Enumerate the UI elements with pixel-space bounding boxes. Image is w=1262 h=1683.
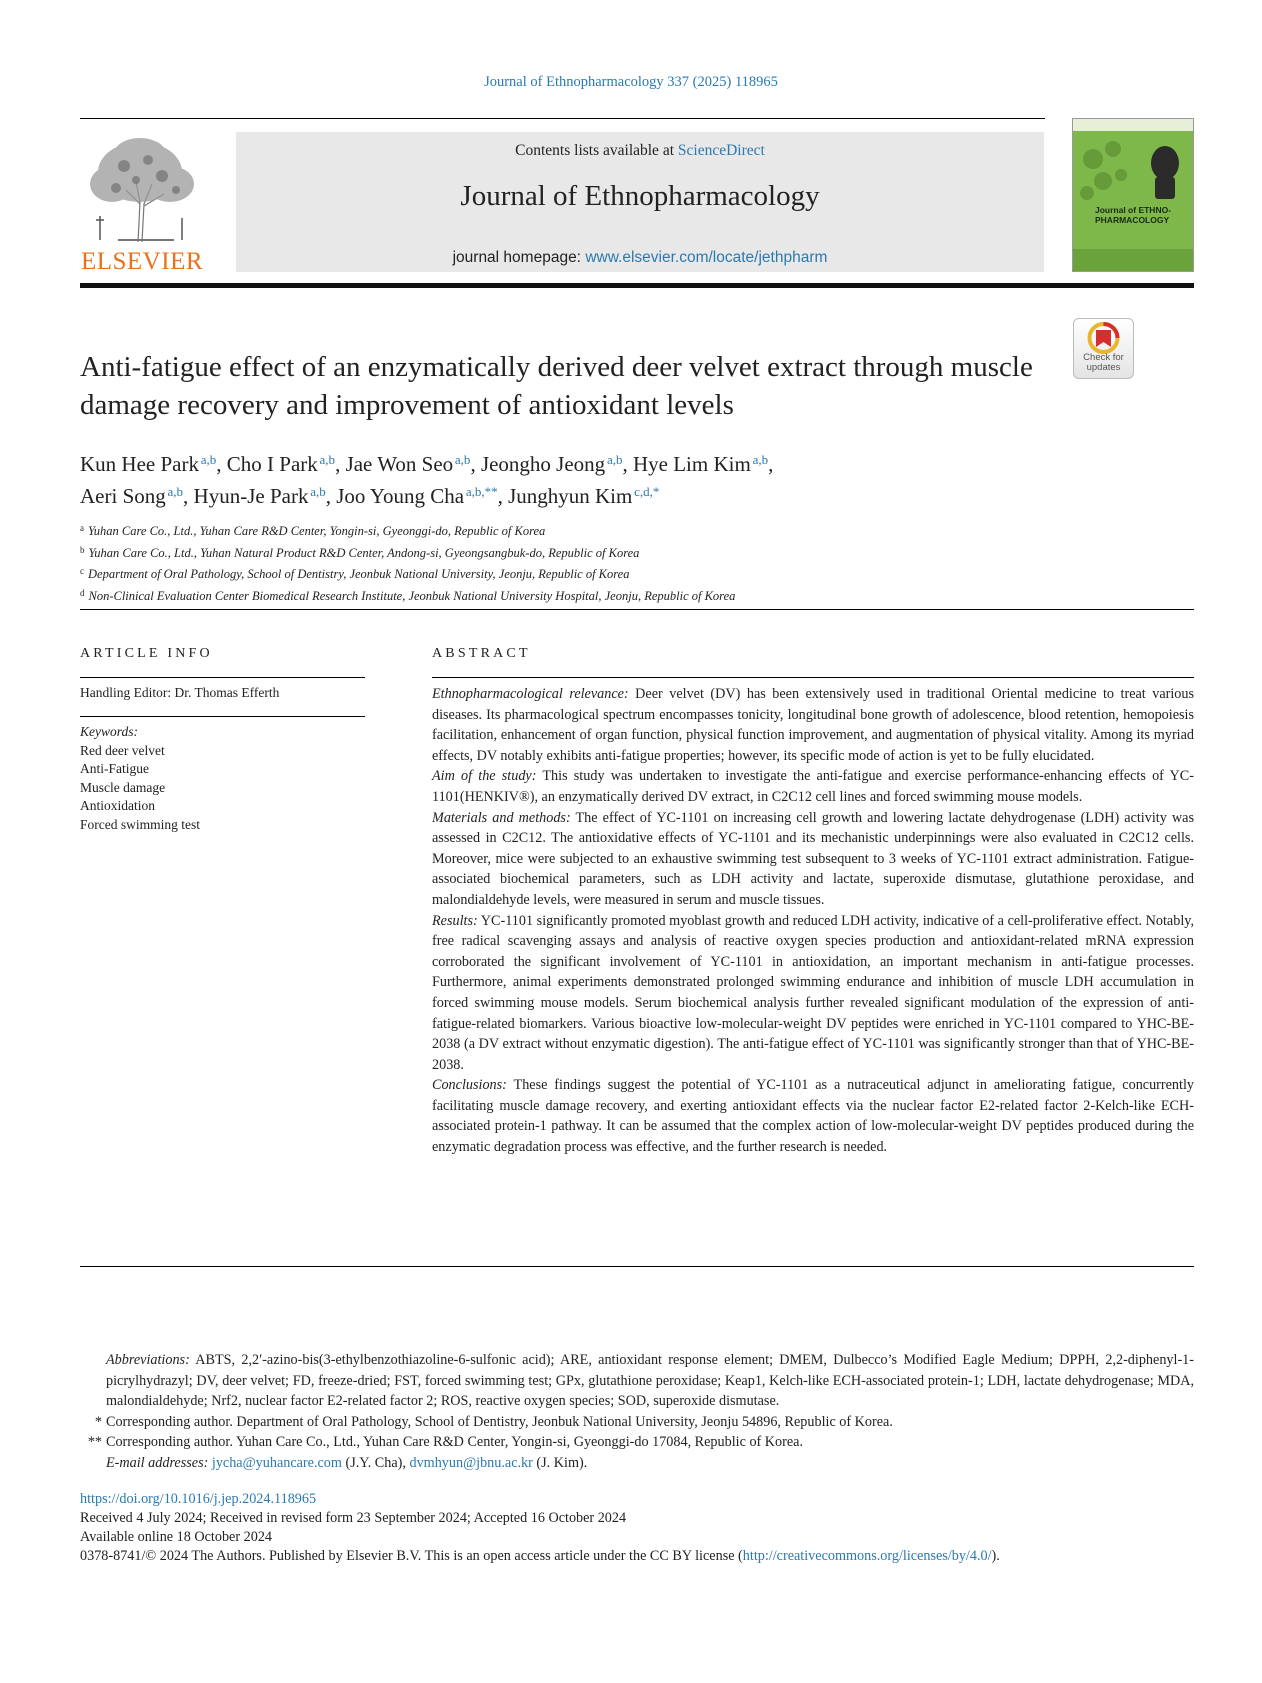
email-label: E-mail addresses: [106,1454,209,1471]
contents-prefix: Contents lists available at [515,142,678,159]
email-owner: (J. Kim). [532,1454,588,1471]
keyword-item: Muscle damage [80,779,166,795]
available-online: Available online 18 October 2024 [80,1529,273,1545]
license-link[interactable]: http://creativecommons.org/licenses/by/4.0/ [742,1548,992,1564]
abstract-section [432,684,1194,766]
abstract-section-label: Conclusions: [432,1077,507,1094]
affiliation-item [80,584,1190,606]
abstract-rule [432,677,1194,678]
author-affiliation-marks[interactable]: a,b [310,484,326,499]
affiliation-item [80,562,1190,584]
journal-cover[interactable] [1072,118,1194,272]
abstract-end-rule [80,1266,1194,1267]
keyword-item: Red deer velvet [80,742,165,758]
received-dates: Received 4 July 2024; Received in revised form 23 September 2024; Accepted 16 October 2024 [80,1510,627,1526]
homepage-prefix: journal homepage: [452,249,586,266]
affiliation-rule [80,609,1194,610]
affiliation-key: c [80,566,84,576]
affiliation-key: b [80,544,85,555]
license-line [80,1547,1194,1566]
header-rule [80,118,1045,119]
author-name[interactable]: Joo Young Cha [336,484,465,508]
footnote-mark: * [94,1413,102,1430]
sciencedirect-link[interactable]: ScienceDirect [677,142,765,159]
check-updates-icon [1074,321,1133,355]
author-affiliation-marks[interactable]: a,b,** [465,484,498,499]
journal-banner [236,132,1044,272]
keyword-list [80,723,200,834]
author-affiliation-marks[interactable]: a,b [167,484,184,499]
footnote-mark: ** [87,1434,102,1451]
abstract-section-text: The effect of YC-1101 on increasing cell growth and lowering lactate dehydrogenase (LDH) activity was assessed in C2C12. The antioxidative effects of YC-1101 and its mechanistic underpinnings were also evaluated in C2C12 cells. Moreover, mice were subjected to an exhaustive swimming test subsequent to 3 weeks of YC-1101 extract administration. Fatigue-associated biochemical parameters, such as LDH activity and lactate, superoxide dismutase, glutathione peroxidase, and malondialdehyde levels, were measured in serum and muscle tissues. [432,809,1194,908]
author-list: Kun Hee Park $^{a,b}$, Cho I Park $^{a,b}$, Jae Won Seo $^{a,b}$, Jeongho Jeong $^{a,b}$, Hye Lim Kim $^{a,b}$, Aeri Song $^{a,b}$, Hyun-Je Park $^{a,b}$, Joo Young Cha $^{a,b,**}$, Junghyun Kim $^{c,d,*}$ [80,452,774,508]
author-affiliation-marks[interactable]: a,b [606,452,623,467]
corresponding-author-footnote-2 [80,1432,1194,1453]
email-footnote [80,1453,1194,1474]
author-name[interactable]: Jae Won Seo [345,452,454,476]
footnotes [80,1350,1194,1474]
abstract-body [432,684,1194,1158]
abstract-section [432,1075,1194,1157]
abstract-section [432,808,1194,911]
keywords-label: Keywords: [80,724,138,739]
affiliation-text: Yuhan Care Co., Ltd., Yuhan Natural Product R&D Center, Andong-si, Gyeongsangbuk-do, Republic of Korea [88,545,640,560]
abstract-heading: ABSTRACT [432,646,531,661]
license-prefix: 0378-8741/© 2024 The Authors. Published by Elsevier B.V. This is an open access article under the CC BY license ( [80,1548,743,1564]
check-updates-label [1074,353,1133,373]
journal-citation: Journal of Ethnopharmacology 337 (2025) 118965 [484,74,778,90]
abstract-section-label: Materials and methods: [432,809,571,826]
abbreviations-footnote [80,1350,1194,1412]
abbreviations-text: ABTS, 2,2′-azino-bis(3-ethylbenzothiazoline-6-sulfonic acid); ARE, antioxidant response element; DMEM, Dulbecco’s Modified Eagle Medium; DPPH, 2,2-diphenyl-1-picrylhydrazyl; DV, deer velvet; FD, freeze-dried; FST, forced swimming test; GPx, glutathione peroxidase; Keap1, Kelch-like ECH-associated protein-1; LDH, lactate dehydrogenase; MDA, malondialdehyde; Nrf2, nuclear factor E2-related factor 2; ROS, reactive oxygen species; SOD, superoxide dismutase. [106,1352,1194,1410]
abstract-section-text: YC-1101 significantly promoted myoblast growth and reduced LDH activity, indicative of a cell-proliferative effect. Notably, free radical scavenging assays and analysis of reactive oxygen species production and antioxidant-related mRNA expression corroborated the significant involvement of YC-1101 in antioxidation, an important mechanism in anti-fatigue processes. Furthermore, animal experiments demonstrated prolonged swimming endurance and inhibition of muscle LDH accumulation in forced swimming mouse models. Serum biochemical analysis further revealed significant modulation of the expression of anti-fatigue-related biomarkers. Various bioactive low-molecular-weight DV peptides were enriched in YC-1101 compared to YHC-BE-2038 (a DV extract without enzymatic digestion). The anti-fatigue effect of YC-1101 was significantly stronger than that of YHC-BE-2038. [432,912,1194,1073]
author-name[interactable]: Jeongho Jeong [480,452,606,476]
keyword-item: Forced swimming test [80,816,200,832]
corresponding-author-text: Corresponding author. Yuhan Care Co., Ltd., Yuhan Care R&D Center, Yongin-si, Gyeonggi-do 17084, Republic of Korea. [106,1434,804,1451]
author-name[interactable]: Hye Lim Kim [632,452,751,476]
author-affiliation-marks[interactable]: a,b [454,452,471,467]
abstract-section-label: Ethnopharmacological relevance: [432,686,629,702]
keyword-item: Anti-Fatigue [80,761,149,776]
elsevier-wordmark: ELSEVIER [80,248,204,275]
author-name[interactable]: Hyun-Je Park [193,484,309,508]
affiliation-list [80,519,1190,605]
author-affiliation-marks[interactable]: a,b [319,452,336,467]
article-title: Anti-fatigue effect of an enzymatically derived deer velvet extract through muscle damage recovery and improvement of antioxidant levels [80,351,1033,421]
abstract-section-label: Results: [432,912,478,929]
homepage-link[interactable]: www.elsevier.com/locate/jethpharm [585,249,828,266]
cover-title: Journal of ETHNO-PHARMACOLOGY [1095,205,1172,225]
abstract-section-text: Deer velvet (DV) has been extensively used in traditional Oriental medicine to treat various diseases. Its pharmacological spectrum encompasses tonicity, longitudinal bone growth of adolescence, blood retention, hemopoiesis facilitation, enhancement of organ function, physical function improvement, and augmentation of physical vitality. Among its myriad effects, DV notably exhibits anti-fatigue properties; however, its specific mode of action is yet to be fully elucidated. [432,686,1194,764]
homepage-line [236,249,1044,267]
header-thick-rule [80,283,1194,288]
author-name[interactable]: Aeri Song [80,484,166,508]
journal-name: Journal of Ethnopharmacology [460,180,820,212]
doi-link[interactable]: https://doi.org/10.1016/j.jep.2024.118965 [80,1491,317,1507]
author-affiliation-marks[interactable]: a,b [752,452,769,467]
abstract-section-label: Aim of the study: [432,768,537,785]
license-suffix: ). [991,1548,1000,1564]
abstract-section-text: This study was undertaken to investigate the anti-fatigue and exercise performance-enhancing effects of YC-1101(HENKIV®), an enzymatically derived DV extract, in C2C12 cell lines and forced swimming mouse models. [432,768,1194,805]
email-link-kim[interactable]: dvmhyun@jbnu.ac.kr [409,1454,533,1471]
affiliation-key: a [80,523,84,533]
abstract-section-text: These findings suggest the potential of YC-1101 as a nutraceutical adjunct in ameliorating fatigue, concurrently facilitating muscle damage recovery, and exerting antioxidant effects via the nuclear factor E2-related factor 2-Kelch-like ECH-associated protein-1 pathway. It can be assumed that the complex action of low-molecular-weight DV peptides produced during the enzymatic degradation process was effective, and the further research is needed. [432,1077,1194,1156]
affiliation-text: Department of Oral Pathology, School of Dentistry, Jeonbuk National University, Jeonju, Republic of Korea [88,567,630,581]
check-updates-line2: updates [1086,362,1121,373]
article-info-rule [80,677,365,678]
article-info-heading: ARTICLE INFO [80,646,213,661]
author-name[interactable]: Kun Hee Park [80,452,199,476]
contents-line [236,142,1044,160]
abstract-section [432,911,1194,1076]
email-owner: (J.Y. Cha), [341,1454,410,1471]
affiliation-key: d [80,587,85,598]
affiliation-item [80,519,1190,541]
check-for-updates-button[interactable] [1073,318,1134,379]
corresponding-author-text: Corresponding author. Department of Oral Pathology, School of Dentistry, Jeonbuk National University, Jeonju 54896, Republic of Korea. [106,1413,893,1430]
affiliation-text: Non-Clinical Evaluation Center Biomedical Research Institute, Jeonbuk National University Hospital, Jeonju, Republic of Korea [88,588,736,603]
author-name[interactable]: Junghyun Kim [508,484,633,508]
affiliation-item [80,541,1190,563]
article-info-rule-2 [80,716,365,717]
keyword-item: Antioxidation [80,798,155,813]
affiliation-text: Yuhan Care Co., Ltd., Yuhan Care R&D Center, Yongin-si, Gyeonggi-do, Republic of Korea [88,524,546,538]
author-affiliation-marks[interactable]: c,d,* [634,484,660,499]
abstract-section [432,766,1194,807]
handling-editor: Handling Editor: Dr. Thomas Efferth [80,685,280,700]
publication-info [80,1490,1194,1566]
check-updates-line1: Check for [1083,352,1124,363]
author-affiliation-marks[interactable]: a,b [200,452,217,467]
abbreviations-label: Abbreviations: [106,1352,190,1368]
corresponding-author-footnote-1 [80,1412,1194,1433]
author-name[interactable]: Cho I Park [226,452,318,476]
email-link-cha[interactable]: jycha@yuhancare.com [211,1454,342,1471]
